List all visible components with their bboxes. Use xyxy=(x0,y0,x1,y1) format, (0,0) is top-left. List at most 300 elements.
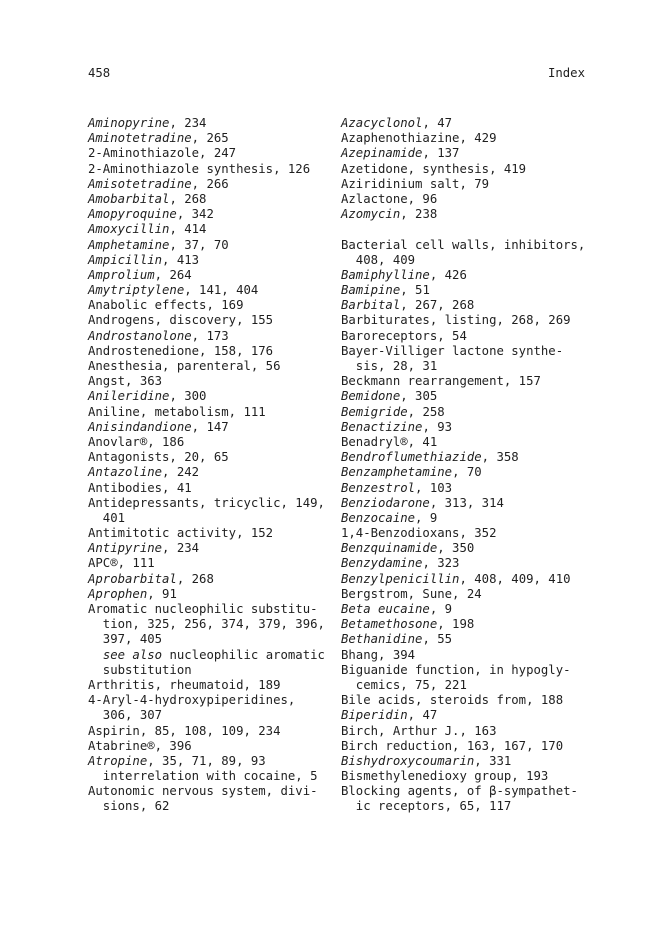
index-text: , 426 xyxy=(429,267,467,282)
index-entry-line xyxy=(341,784,591,799)
index-term-italic: Aprobarbital xyxy=(88,571,177,586)
index-entry-line xyxy=(341,572,591,587)
section-gap xyxy=(341,222,591,237)
index-entry xyxy=(341,587,591,602)
index-text: , 258 xyxy=(407,404,445,419)
index-text: substitution xyxy=(88,662,192,677)
index-entry xyxy=(88,192,336,207)
index-term-italic: Benziodarone xyxy=(341,495,430,510)
index-entry-line xyxy=(341,131,591,146)
index-text: Aziridinium salt, 79 xyxy=(341,176,490,191)
index-text: 2-Aminothiazole synthesis, 126 xyxy=(88,161,311,176)
index-entry-line xyxy=(88,146,336,161)
index-entry xyxy=(88,131,336,146)
index-entry xyxy=(341,496,591,511)
index-entry xyxy=(88,556,336,571)
index-term-italic: Bemigride xyxy=(341,404,408,419)
index-text: Anabolic effects, 169 xyxy=(88,298,244,313)
index-text: Bhang, 394 xyxy=(341,647,416,662)
index-text: Barbiturates, listing, 268, 269 xyxy=(341,313,571,328)
index-entry xyxy=(341,177,591,192)
index-text: , 414 xyxy=(169,222,207,237)
running-header-title: Index xyxy=(547,66,585,80)
index-entry xyxy=(88,116,336,131)
index-term-italic: Amisotetradine xyxy=(88,176,192,191)
index-text: sis, 28, 31 xyxy=(341,359,438,373)
index-term-italic: Bethanidine xyxy=(341,632,423,647)
index-entry-line xyxy=(341,162,591,177)
index-term-italic: Amytriptylene xyxy=(88,283,185,298)
index-entry-line xyxy=(88,298,336,313)
index-entry-line xyxy=(341,298,591,313)
index-entry xyxy=(341,465,591,480)
index-text: 306, 307 xyxy=(88,708,163,723)
index-text: Angst, 363 xyxy=(88,374,163,389)
index-entry-line xyxy=(341,511,591,526)
index-entry xyxy=(88,298,336,313)
index-text: Bismethylenedioxy group, 193 xyxy=(341,769,549,784)
index-entry xyxy=(341,131,591,146)
index-entry xyxy=(88,313,336,328)
index-entry xyxy=(341,420,591,435)
index-entry xyxy=(88,693,336,723)
index-entry-line xyxy=(88,238,336,253)
index-entry xyxy=(341,572,591,587)
index-term-italic: Benactizine xyxy=(341,419,423,434)
index-term-italic: Bemidone xyxy=(341,389,401,404)
index-entry xyxy=(88,754,336,784)
index-entry xyxy=(341,663,591,693)
index-entry-line xyxy=(88,648,336,663)
index-text: , 9 xyxy=(429,602,453,616)
index-term-italic: see also xyxy=(102,647,163,662)
index-term-italic: Ampicillin xyxy=(88,252,163,267)
index-entry-line xyxy=(88,222,336,237)
index-entry xyxy=(341,192,591,207)
index-entry xyxy=(88,162,336,177)
index-text: Bergstrom, Sune, 24 xyxy=(341,586,482,601)
index-text: Birch reduction, 163, 167, 170 xyxy=(341,738,564,753)
index-entry-line xyxy=(88,420,336,435)
index-text: Aniline, metabolism, 111 xyxy=(88,404,266,419)
index-entry-line xyxy=(341,283,591,298)
index-text: , 93 xyxy=(422,419,453,434)
index-text: Bacterial cell walls, inhibitors, xyxy=(341,237,586,252)
index-entry-line xyxy=(88,192,336,207)
index-entry xyxy=(88,450,336,465)
index-text: Antidepressants, tricyclic, 149, xyxy=(88,495,325,510)
index-text: Androgens, discovery, 155 xyxy=(88,313,274,328)
index-term-italic: Benzamphetamine xyxy=(341,465,453,480)
index-term-italic: Aprophen xyxy=(88,586,148,601)
index-entry-line xyxy=(341,678,591,693)
index-entry xyxy=(88,572,336,587)
index-entry xyxy=(341,556,591,571)
index-entry-line xyxy=(341,481,591,496)
index-text: , 242 xyxy=(162,465,200,480)
index-text: Benadryl®, 41 xyxy=(341,434,438,449)
index-entry-line xyxy=(88,724,336,739)
index-entry-line xyxy=(88,511,336,526)
index-term-italic: Bishydroxycoumarin xyxy=(341,753,475,768)
index-entry xyxy=(341,769,591,784)
index-entry-line xyxy=(341,708,591,723)
index-entry xyxy=(341,389,591,404)
index-entry-line xyxy=(341,693,591,708)
index-text: , 350 xyxy=(437,541,475,556)
index-text: , 342 xyxy=(176,207,214,222)
index-text: Autonomic nervous system, divi- xyxy=(88,784,318,799)
index-entry xyxy=(341,405,591,420)
index-entry-line xyxy=(88,283,336,298)
index-term-italic: Anileridine xyxy=(88,389,170,404)
index-entry-line xyxy=(341,177,591,192)
index-entry xyxy=(341,481,591,496)
index-entry xyxy=(88,784,336,814)
index-term-italic: Amobarbital xyxy=(88,191,170,206)
index-text xyxy=(88,648,103,662)
index-entry-line xyxy=(341,238,591,253)
index-entry-line xyxy=(341,313,591,328)
index-text: , 238 xyxy=(400,207,438,222)
index-text: Arthritis, rheumatoid, 189 xyxy=(88,677,281,692)
index-entry xyxy=(88,374,336,389)
index-text: 408, 409 xyxy=(341,252,416,267)
index-term-italic: Benzestrol xyxy=(341,480,416,495)
index-text: , 234 xyxy=(169,116,207,130)
index-entry-line xyxy=(341,632,591,647)
index-column-right xyxy=(341,116,591,815)
index-text: , 313, 314 xyxy=(429,495,504,510)
index-entry-line xyxy=(88,313,336,328)
index-text: , 267, 268 xyxy=(400,298,475,313)
index-entry xyxy=(341,693,591,708)
index-entry xyxy=(341,784,591,814)
index-term-italic: Betamethosone xyxy=(341,617,438,632)
index-entry xyxy=(341,754,591,769)
index-entry xyxy=(341,313,591,328)
index-text: Aromatic nucleophilic substitu- xyxy=(88,602,318,616)
index-entry-line xyxy=(88,541,336,556)
index-term-italic: Benzylpenicillin xyxy=(341,571,460,586)
index-entry-line xyxy=(341,602,591,617)
index-entry-line xyxy=(88,116,336,131)
index-entry-line xyxy=(88,739,336,754)
index-entry-line xyxy=(341,268,591,283)
index-entry-line xyxy=(341,541,591,556)
index-entry-line xyxy=(341,465,591,480)
index-entry-line xyxy=(88,617,336,632)
index-text: , 198 xyxy=(437,617,475,632)
page-number: 458 xyxy=(88,66,111,80)
index-text: , 300 xyxy=(169,389,207,404)
index-entry xyxy=(341,526,591,541)
index-text: sions, 62 xyxy=(88,799,170,814)
index-term-italic: Amoxycillin xyxy=(88,222,170,237)
index-term-italic: Bendroflumethiazide xyxy=(341,450,482,465)
index-term-italic: Amprolium xyxy=(88,267,155,282)
index-entry-line xyxy=(88,359,336,374)
index-entry xyxy=(341,617,591,632)
index-entry-line xyxy=(341,587,591,602)
index-term-italic: Amopyroquine xyxy=(88,207,177,222)
index-entry xyxy=(88,207,336,222)
index-entry xyxy=(341,632,591,647)
index-text: , 173 xyxy=(191,328,229,343)
index-text: Bile acids, steroids from, 188 xyxy=(341,693,564,708)
index-entry xyxy=(341,541,591,556)
index-term-italic: Bamiphylline xyxy=(341,267,430,282)
index-entry-line xyxy=(341,648,591,663)
index-text: , 264 xyxy=(154,267,192,282)
index-text: , 51 xyxy=(400,283,430,298)
index-entry xyxy=(88,238,336,253)
index-text: , 268 xyxy=(169,191,207,206)
index-entry xyxy=(341,298,591,313)
index-entry-line xyxy=(88,663,336,678)
index-text: , 37, 70 xyxy=(169,237,229,252)
index-text: Antimitotic activity, 152 xyxy=(88,526,274,541)
index-entry xyxy=(88,724,336,739)
index-text: 397, 405 xyxy=(88,632,163,647)
index-text: Beckmann rearrangement, 157 xyxy=(341,374,541,389)
index-entry xyxy=(88,389,336,404)
index-text: tion, 325, 256, 374, 379, 396, xyxy=(88,617,325,632)
index-entry xyxy=(88,268,336,283)
index-term-italic: Antipyrine xyxy=(88,541,163,556)
index-text: , 265 xyxy=(191,131,229,146)
index-entry-line xyxy=(88,329,336,344)
index-column-left xyxy=(88,116,336,815)
index-term-italic: Biperidin xyxy=(341,708,408,723)
index-entry-line xyxy=(88,268,336,283)
index-entry xyxy=(88,222,336,237)
index-entry-line xyxy=(341,435,591,450)
index-text: , 141, 404 xyxy=(184,283,259,298)
index-entry xyxy=(341,450,591,465)
index-entry-line xyxy=(88,450,336,465)
index-entry xyxy=(341,344,591,374)
index-entry-line xyxy=(88,784,336,799)
index-text: Androstenedione, 158, 176 xyxy=(88,343,274,358)
index-entry xyxy=(88,420,336,435)
index-entry-line xyxy=(88,481,336,496)
index-entry-line xyxy=(88,587,336,602)
index-entry xyxy=(88,344,336,359)
index-entry-line xyxy=(88,693,336,708)
index-entry-line xyxy=(341,405,591,420)
index-entry-line xyxy=(88,572,336,587)
index-entry-line xyxy=(88,708,336,723)
index-entry xyxy=(341,739,591,754)
index-text: , 305 xyxy=(400,389,438,404)
index-text: Baroreceptors, 54 xyxy=(341,328,467,343)
index-entry xyxy=(88,678,336,693)
index-entry-line xyxy=(88,556,336,571)
index-entry-line xyxy=(341,329,591,344)
index-text: 401 xyxy=(88,510,126,525)
index-term-italic: Androstanolone xyxy=(88,328,192,343)
index-entry xyxy=(88,253,336,268)
index-entry xyxy=(341,268,591,283)
index-entry xyxy=(341,511,591,526)
index-entry-line xyxy=(341,496,591,511)
index-text: Birch, Arthur J., 163 xyxy=(341,723,497,738)
index-entry xyxy=(88,435,336,450)
index-entry xyxy=(341,283,591,298)
index-term-italic: Atropine xyxy=(88,753,148,768)
index-entry xyxy=(88,177,336,192)
index-text: , 147 xyxy=(191,419,229,434)
index-entry-line xyxy=(341,556,591,571)
index-entry-line xyxy=(341,739,591,754)
index-text: ic receptors, 65, 117 xyxy=(341,799,512,814)
index-entry-line xyxy=(88,769,336,784)
index-entry-line xyxy=(341,253,591,268)
index-entry-line xyxy=(88,162,336,177)
index-entry-line xyxy=(88,405,336,420)
index-text: Biguanide function, in hypogly- xyxy=(341,662,571,677)
index-text: , 323 xyxy=(422,556,460,571)
index-entry-line xyxy=(88,632,336,647)
index-text: Atabrine®, 396 xyxy=(88,738,192,753)
index-entry-line xyxy=(341,146,591,161)
index-term-italic: Aminopyrine xyxy=(88,116,170,130)
index-entry xyxy=(88,465,336,480)
index-text: Antibodies, 41 xyxy=(88,480,192,495)
index-term-italic: Bamipine xyxy=(341,283,401,298)
index-term-italic: Antazoline xyxy=(88,465,163,480)
index-text: , 268 xyxy=(176,571,214,586)
index-text: Blocking agents, of β-sympathet- xyxy=(341,784,578,799)
index-term-italic: Aminotetradine xyxy=(88,131,192,146)
index-entry xyxy=(88,602,336,678)
index-text: Aspirin, 85, 108, 109, 234 xyxy=(88,723,281,738)
index-text: 1,4-Benzodioxans, 352 xyxy=(341,526,497,541)
index-term-italic: Beta eucaine xyxy=(341,602,430,616)
index-entry-line xyxy=(88,131,336,146)
index-text: Anesthesia, parenteral, 56 xyxy=(88,359,281,373)
index-term-italic: Anisindandione xyxy=(88,419,192,434)
index-entry-line xyxy=(341,526,591,541)
index-text: nucleophilic aromatic xyxy=(162,647,325,662)
index-entry-line xyxy=(88,496,336,511)
index-entry-line xyxy=(88,374,336,389)
index-entry xyxy=(88,739,336,754)
index-entry-line xyxy=(341,754,591,769)
index-term-italic: Amphetamine xyxy=(88,237,170,252)
index-entry-line xyxy=(341,389,591,404)
index-entry-line xyxy=(341,116,591,131)
index-entry xyxy=(341,724,591,739)
index-entry xyxy=(341,602,591,617)
index-text: , 47 xyxy=(422,116,453,130)
index-entry-line xyxy=(341,359,591,374)
index-entry-line xyxy=(341,617,591,632)
index-entry xyxy=(341,648,591,663)
index-entry-line xyxy=(341,420,591,435)
index-entry-line xyxy=(341,192,591,207)
index-entry-line xyxy=(88,435,336,450)
index-entry xyxy=(88,359,336,374)
index-text: 4-Aryl-4-hydroxypiperidines, xyxy=(88,693,296,708)
index-text: , 413 xyxy=(162,252,200,267)
index-text: , 234 xyxy=(162,541,200,556)
index-text: 2-Aminothiazole, 247 xyxy=(88,146,237,161)
index-text: , 70 xyxy=(452,465,482,480)
index-entry-line xyxy=(88,253,336,268)
index-entry-line xyxy=(88,754,336,769)
index-text: Azetidone, synthesis, 419 xyxy=(341,161,527,176)
index-term-italic: Azacyclonol xyxy=(341,116,423,130)
index-text: APC®, 111 xyxy=(88,556,155,571)
index-entry-line xyxy=(341,724,591,739)
index-entry-line xyxy=(88,526,336,541)
index-text: interrelation with cocaine, 5 xyxy=(88,769,318,784)
index-text: Azaphenothiazine, 429 xyxy=(341,131,497,146)
index-text: Azlactone, 96 xyxy=(341,191,438,206)
index-entry-line xyxy=(341,450,591,465)
index-text: , 55 xyxy=(422,632,453,647)
index-entry-line xyxy=(341,374,591,389)
index-entry-line xyxy=(88,177,336,192)
index-text: , 137 xyxy=(422,146,460,161)
index-term-italic: Barbital xyxy=(341,298,401,313)
index-entry xyxy=(88,329,336,344)
index-entry xyxy=(341,708,591,723)
index-entry-line xyxy=(88,465,336,480)
index-entry xyxy=(341,162,591,177)
index-text: , 266 xyxy=(191,176,229,191)
index-text: Bayer-Villiger lactone synthe- xyxy=(341,343,564,358)
index-text: Anovlar®, 186 xyxy=(88,434,185,449)
index-entry xyxy=(88,481,336,496)
index-entry xyxy=(341,116,591,131)
index-entry xyxy=(88,146,336,161)
index-text: Antagonists, 20, 65 xyxy=(88,450,229,465)
index-entry-line xyxy=(341,663,591,678)
index-text: , 331 xyxy=(474,753,512,768)
index-text: , 358 xyxy=(481,450,519,465)
index-term-italic: Benzquinamide xyxy=(341,541,438,556)
index-entry xyxy=(88,496,336,526)
index-entry-line xyxy=(88,602,336,617)
index-text: , 103 xyxy=(415,480,453,495)
index-entry xyxy=(88,541,336,556)
index-entry xyxy=(341,207,591,222)
index-term-italic: Benzocaine xyxy=(341,510,416,525)
index-entry xyxy=(88,283,336,298)
index-entry-line xyxy=(341,344,591,359)
index-entry xyxy=(88,587,336,602)
index-text: , 408, 409, 410 xyxy=(459,571,571,586)
index-text: , 91 xyxy=(147,586,177,601)
index-entry xyxy=(341,146,591,161)
index-entry-line xyxy=(88,678,336,693)
index-entry xyxy=(341,329,591,344)
index-text: cemics, 75, 221 xyxy=(341,677,467,692)
index-entry-line xyxy=(341,769,591,784)
index-entry-line xyxy=(88,389,336,404)
index-entry-line xyxy=(341,799,591,814)
index-term-italic: Azepinamide xyxy=(341,146,423,161)
index-text: , 35, 71, 89, 93 xyxy=(147,753,266,768)
index-entry xyxy=(341,374,591,389)
index-entry-line xyxy=(88,207,336,222)
index-text: , 9 xyxy=(415,510,438,525)
index-entry xyxy=(341,238,591,268)
index-entry-line xyxy=(88,799,336,814)
